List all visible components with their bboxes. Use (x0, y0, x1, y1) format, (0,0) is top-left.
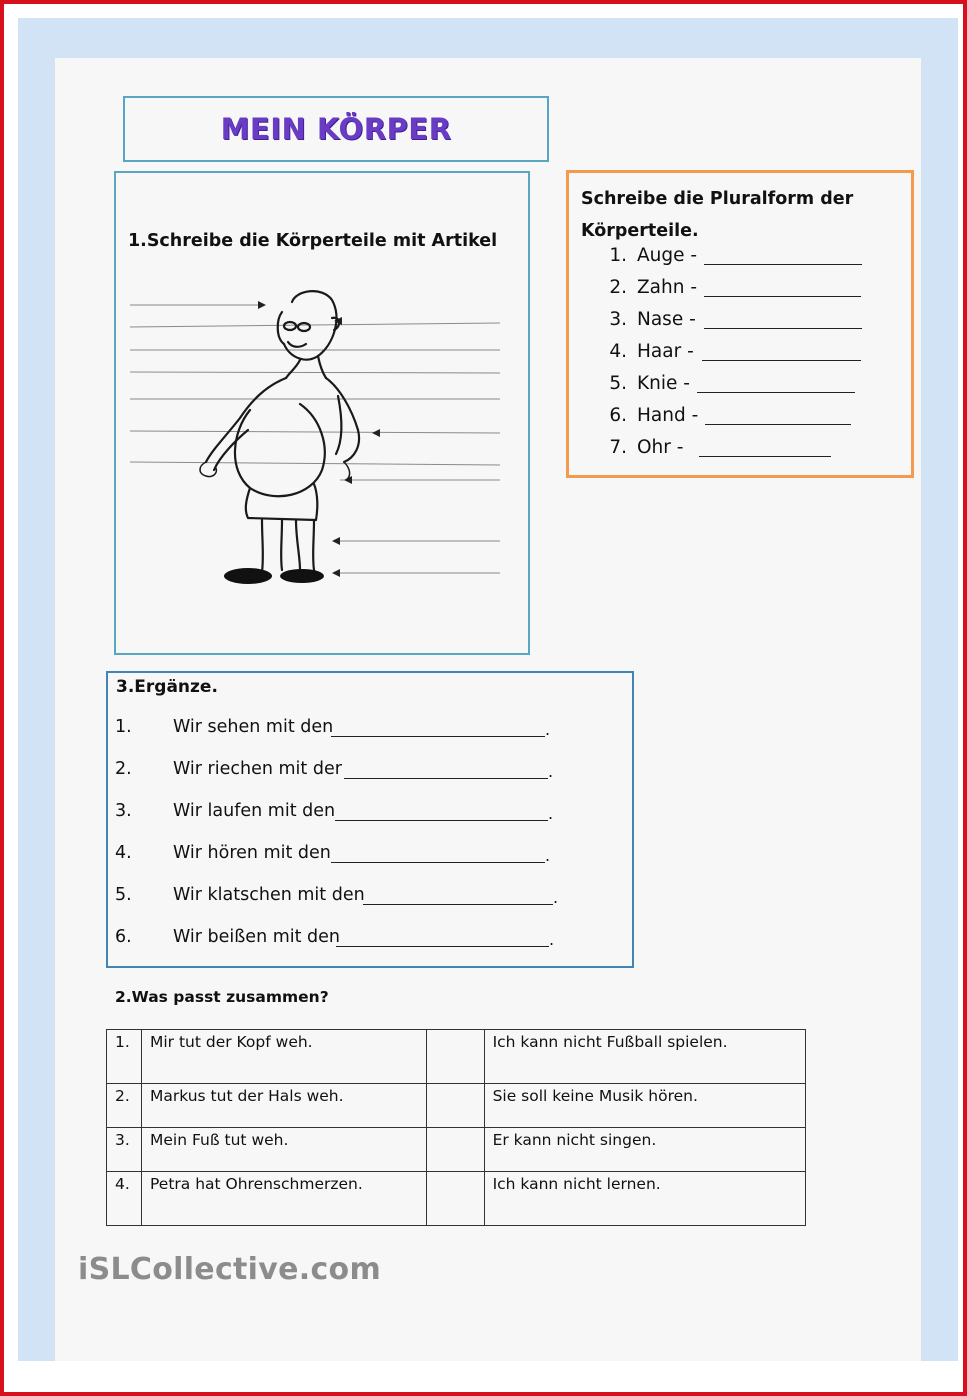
item-word: Zahn - (637, 277, 698, 298)
item-number: 2. (115, 759, 132, 779)
item-sentence: Wir beißen mit den (173, 927, 341, 947)
item-sentence: Wir hören mit den (173, 843, 331, 863)
section2-heading: 2.Was passt zusammen? (115, 988, 329, 1006)
period: . (553, 888, 559, 907)
item-sentence: Wir sehen mit den (173, 717, 334, 737)
answer-line[interactable] (704, 328, 862, 329)
row-number: 1. (107, 1030, 142, 1084)
period: . (545, 846, 551, 865)
belly (235, 404, 325, 496)
answer-line[interactable] (331, 736, 545, 737)
match-blank-cell[interactable] (426, 1084, 484, 1128)
item-word: Auge - (637, 245, 698, 266)
item-number: 1. (115, 717, 132, 737)
item-sentence: Wir klatschen mit den (173, 885, 365, 905)
item-number: 4. (609, 341, 627, 362)
match-blank-cell[interactable] (426, 1030, 484, 1084)
item-sentence: Wir laufen mit den (173, 801, 336, 821)
answer-line[interactable] (335, 820, 548, 821)
answer-line[interactable] (704, 296, 861, 297)
answer-line[interactable] (336, 946, 549, 947)
item-number: 6. (115, 927, 132, 947)
answer-line[interactable] (699, 456, 831, 457)
row-right-text: Sie soll keine Musik hören. (484, 1084, 805, 1128)
section3-heading: 3.Ergänze. (116, 677, 218, 697)
item-word: Haar - (637, 341, 694, 362)
item-number: 7. (609, 437, 627, 458)
row-number: 4. (107, 1172, 142, 1226)
answer-line[interactable] (702, 360, 861, 361)
arrow-icon (332, 569, 340, 577)
period: . (548, 762, 554, 781)
item-number: 5. (609, 373, 627, 394)
item-number: 2. (609, 277, 627, 298)
row-left-text: Petra hat Ohrenschmerzen. (141, 1172, 426, 1226)
neck (286, 360, 300, 378)
label-lines (130, 305, 500, 573)
answer-line[interactable] (697, 392, 855, 393)
table-row (107, 1172, 806, 1226)
row-number: 3. (107, 1128, 142, 1172)
section1-heading: 1.Schreibe die Körperteile mit Artikel (128, 231, 498, 251)
item-word: Nase - (637, 309, 696, 330)
item-number: 5. (115, 885, 132, 905)
item-number: 6. (609, 405, 627, 426)
item-sentence: Wir riechen mit der (173, 759, 342, 779)
arrow-icon (258, 301, 266, 309)
item-number: 3. (115, 801, 132, 821)
hands (200, 462, 350, 480)
right-arm (326, 378, 359, 462)
match-blank-cell[interactable] (426, 1172, 484, 1226)
answer-line[interactable] (363, 904, 553, 905)
row-left-text: Mir tut der Kopf weh. (141, 1030, 426, 1084)
arrow-icon (332, 537, 340, 545)
table-row (107, 1128, 806, 1172)
match-blank-cell[interactable] (426, 1128, 484, 1172)
arrowheads (258, 301, 380, 577)
label-line (130, 323, 500, 327)
site-watermark: iSLCollective.com (78, 1252, 382, 1287)
table-row (107, 1084, 806, 1128)
shoes (224, 568, 324, 584)
label-line (130, 462, 500, 465)
row-right-text: Ich kann nicht lernen. (484, 1172, 805, 1226)
answer-line[interactable] (704, 264, 862, 265)
left-leg (262, 520, 263, 572)
period: . (548, 804, 554, 823)
left-shoe (224, 568, 272, 584)
row-number: 2. (107, 1084, 142, 1128)
table-row (107, 1030, 806, 1084)
answer-line[interactable] (344, 778, 548, 779)
row-right-text: Ich kann nicht Fußball spielen. (484, 1030, 805, 1084)
item-word: Hand - (637, 405, 699, 426)
plural-heading: Schreibe die Pluralform der Körperteile. (581, 189, 854, 241)
answer-line[interactable] (705, 424, 851, 425)
item-word: Ohr - (637, 437, 684, 458)
left-arm (206, 378, 286, 462)
label-line (130, 431, 500, 433)
row-left-text: Mein Fuß tut weh. (141, 1128, 426, 1172)
right-leg (296, 520, 300, 570)
right-shoe (280, 569, 324, 583)
row-right-text: Er kann nicht singen. (484, 1128, 805, 1172)
row-left-text: Markus tut der Hals weh. (141, 1084, 426, 1128)
period: . (545, 720, 551, 739)
item-number: 4. (115, 843, 132, 863)
answer-line[interactable] (331, 862, 545, 863)
item-word: Knie - (637, 373, 690, 394)
page-title: MEIN KÖRPER (220, 112, 452, 146)
arrow-icon (372, 429, 380, 437)
matching-table (106, 1029, 806, 1226)
period: . (549, 930, 555, 949)
item-number: 3. (609, 309, 627, 330)
label-line (130, 372, 500, 373)
item-number: 1. (609, 245, 627, 266)
